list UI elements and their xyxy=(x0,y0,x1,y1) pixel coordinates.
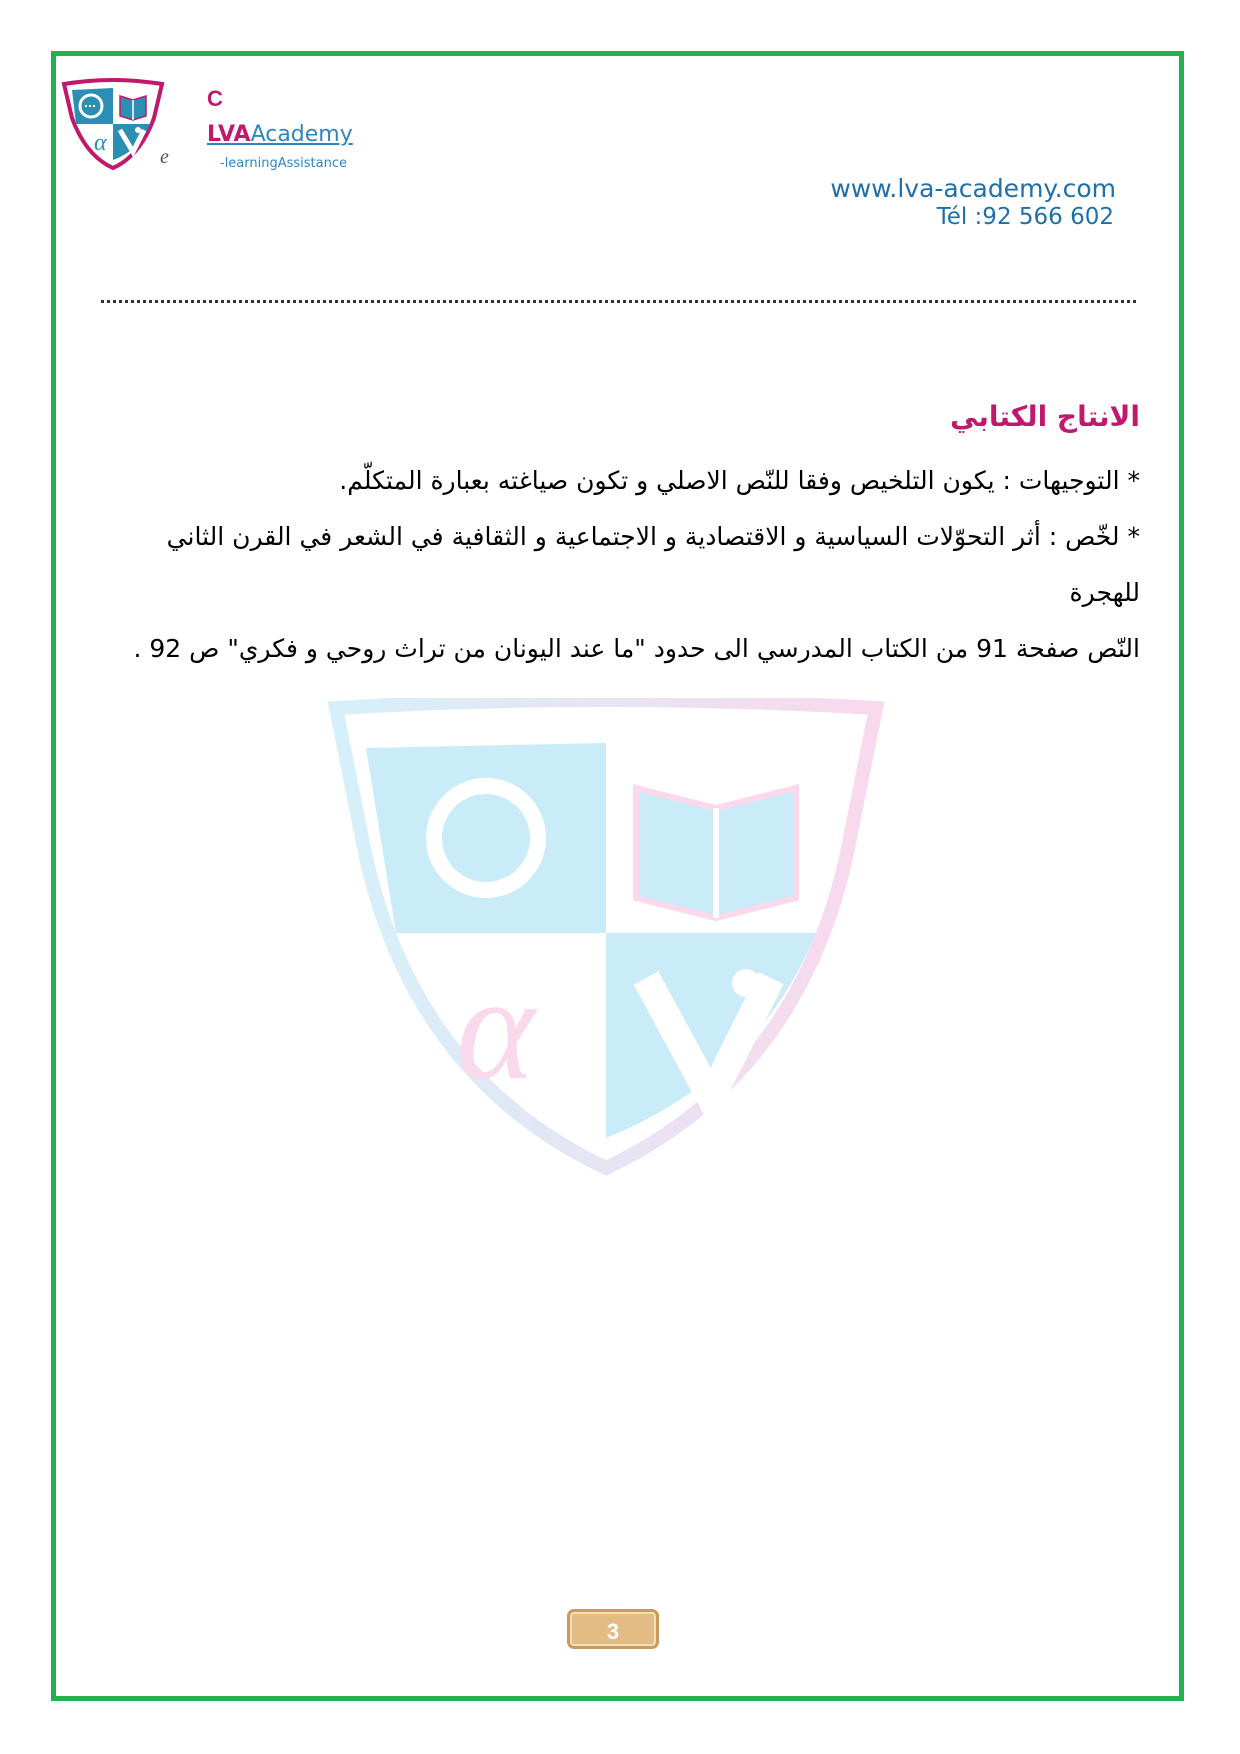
task-text: * لخّص : أثر التحوّلات السياسية و الاقتصادية و الاجتماعية و الثقافية في الشعر في القرن الثاني للهجرة xyxy=(166,522,1140,607)
svg-text:α: α xyxy=(456,945,535,1111)
lva-shield-logo-icon xyxy=(58,78,168,170)
page-number-badge: 3 xyxy=(567,1609,659,1649)
lva-shield-watermark-icon xyxy=(326,698,886,1178)
document-content xyxy=(120,395,1140,677)
brand-name xyxy=(207,122,353,147)
dotted-separator xyxy=(101,300,1136,303)
brand-lva: LVA xyxy=(207,122,251,147)
instructions-text: * التوجيهات : يكون التلخيص وفقا للنّص الاصلي و تكون صياغته بعبارة المتكلّم. xyxy=(339,466,1140,495)
website-link[interactable]: www.lva-academy.com xyxy=(830,174,1116,203)
brand-c: C xyxy=(207,86,223,111)
phone-number: Tél :92 566 602 xyxy=(936,204,1114,230)
brand-tagline: -learningAssistance xyxy=(220,156,347,171)
section-heading: الانتاج الكتابي xyxy=(949,400,1140,433)
logo-letter-e: e xyxy=(160,146,169,168)
reference-text: النّص صفحة 91 من الكتاب المدرسي الى حدود "ما عند اليونان من تراث روحي و فكري" ص 92 . xyxy=(133,634,1140,663)
brand-academy: Academy xyxy=(250,122,353,147)
svg-text:α: α xyxy=(94,130,107,156)
